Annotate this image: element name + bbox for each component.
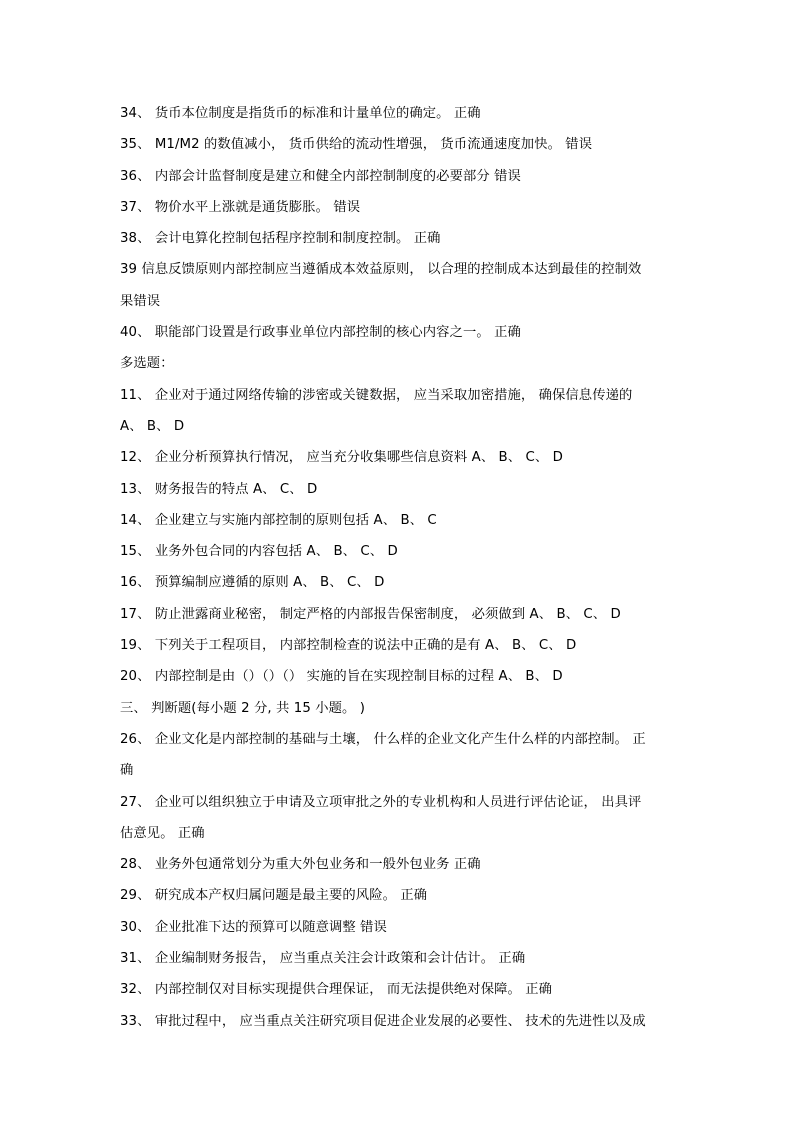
section-heading: 三、 判断题(每小题 2 分, 共 15 小题。 ) (120, 700, 366, 716)
text-line: 果错误 (120, 293, 161, 309)
text-line: 37、 物价水平上涨就是通货膨胀。 错误 (120, 199, 361, 215)
text-line: 16、 预算编制应遵循的原则 A、 B、 C、 D (120, 575, 385, 591)
text-line: 17、 防止泄露商业秘密， 制定严格的内部报告保密制度， 必须做到 A、 B、 C、 D (120, 606, 621, 622)
text-line: 15、 业务外包合同的内容包括 A、 B、 C、 D (120, 544, 398, 560)
text-line: 14、 企业建立与实施内部控制的原则包括 A、 B、 C (120, 512, 437, 528)
text-line: 12、 企业分析预算执行情况， 应当充分收集哪些信息资料 A、 B、 C、 D (120, 450, 563, 466)
text-line: 26、 企业文化是内部控制的基础与土壤， 什么样的企业文化产生什么样的内部控制。 正 (120, 731, 646, 747)
section-heading: 多选题： (120, 356, 174, 372)
text-line: 33、 审批过程中， 应当重点关注研究项目促进企业发展的必要性、 技术的先进性以及成 (120, 1013, 646, 1029)
text-line: 34、 货币本位制度是指货币的标准和计量单位的确定。 正确 (120, 106, 481, 121)
text-line: 35、 M1/M2 的数值减小， 货币供给的流动性增强， 货币流通速度加快。 错误 (120, 137, 593, 153)
text-line: 40、 职能部门设置是行政事业单位内部控制的核心内容之一。 正确 (120, 325, 521, 341)
text-line: 29、 研究成本产权归属问题是最主要的风险。 正确 (120, 888, 428, 904)
text-line: 39 信息反馈原则内部控制应当遵循成本效益原则， 以合理的控制成本达到最佳的控制效 (120, 262, 642, 278)
text-line: 27、 企业可以组织独立于申请及立项审批之外的专业机构和人员进行评估论证， 出具评 (120, 794, 642, 810)
text-line: 20、 内部控制是由（）（）（） 实施的旨在实现控制目标的过程 A、 B、 D (120, 669, 563, 685)
text-line: 36、 内部会计监督制度是建立和健全内部控制制度的必要部分 错误 (120, 168, 521, 184)
document-body (120, 98, 680, 1037)
text-line: 11、 企业对于通过网络传输的涉密或关键数据， 应当采取加密措施， 确保信息传递的 (120, 387, 633, 403)
text-line: 38、 会计电算化控制包括程序控制和制度控制。 正确 (120, 231, 441, 247)
text-line: 32、 内部控制仅对目标实现提供合理保证， 而无法提供绝对保障。 正确 (120, 982, 553, 998)
text-line: 估意见。 正确 (120, 825, 205, 841)
text-line: 31、 企业编制财务报告， 应当重点关注会计政策和会计估计。 正确 (120, 951, 526, 967)
text-line: 28、 业务外包通常划分为重大外包业务和一般外包业务 正确 (120, 857, 481, 873)
text-line: 30、 企业批准下达的预算可以随意调整 错误 (120, 919, 387, 935)
text-line: A、 B、 D (120, 418, 185, 434)
text-line: 19、 下列关于工程项目， 内部控制检查的说法中正确的是有 A、 B、 C、 D (120, 638, 577, 654)
text-line: 13、 财务报告的特点 A、 C、 D (120, 481, 318, 497)
text-line: 确 (120, 763, 134, 779)
